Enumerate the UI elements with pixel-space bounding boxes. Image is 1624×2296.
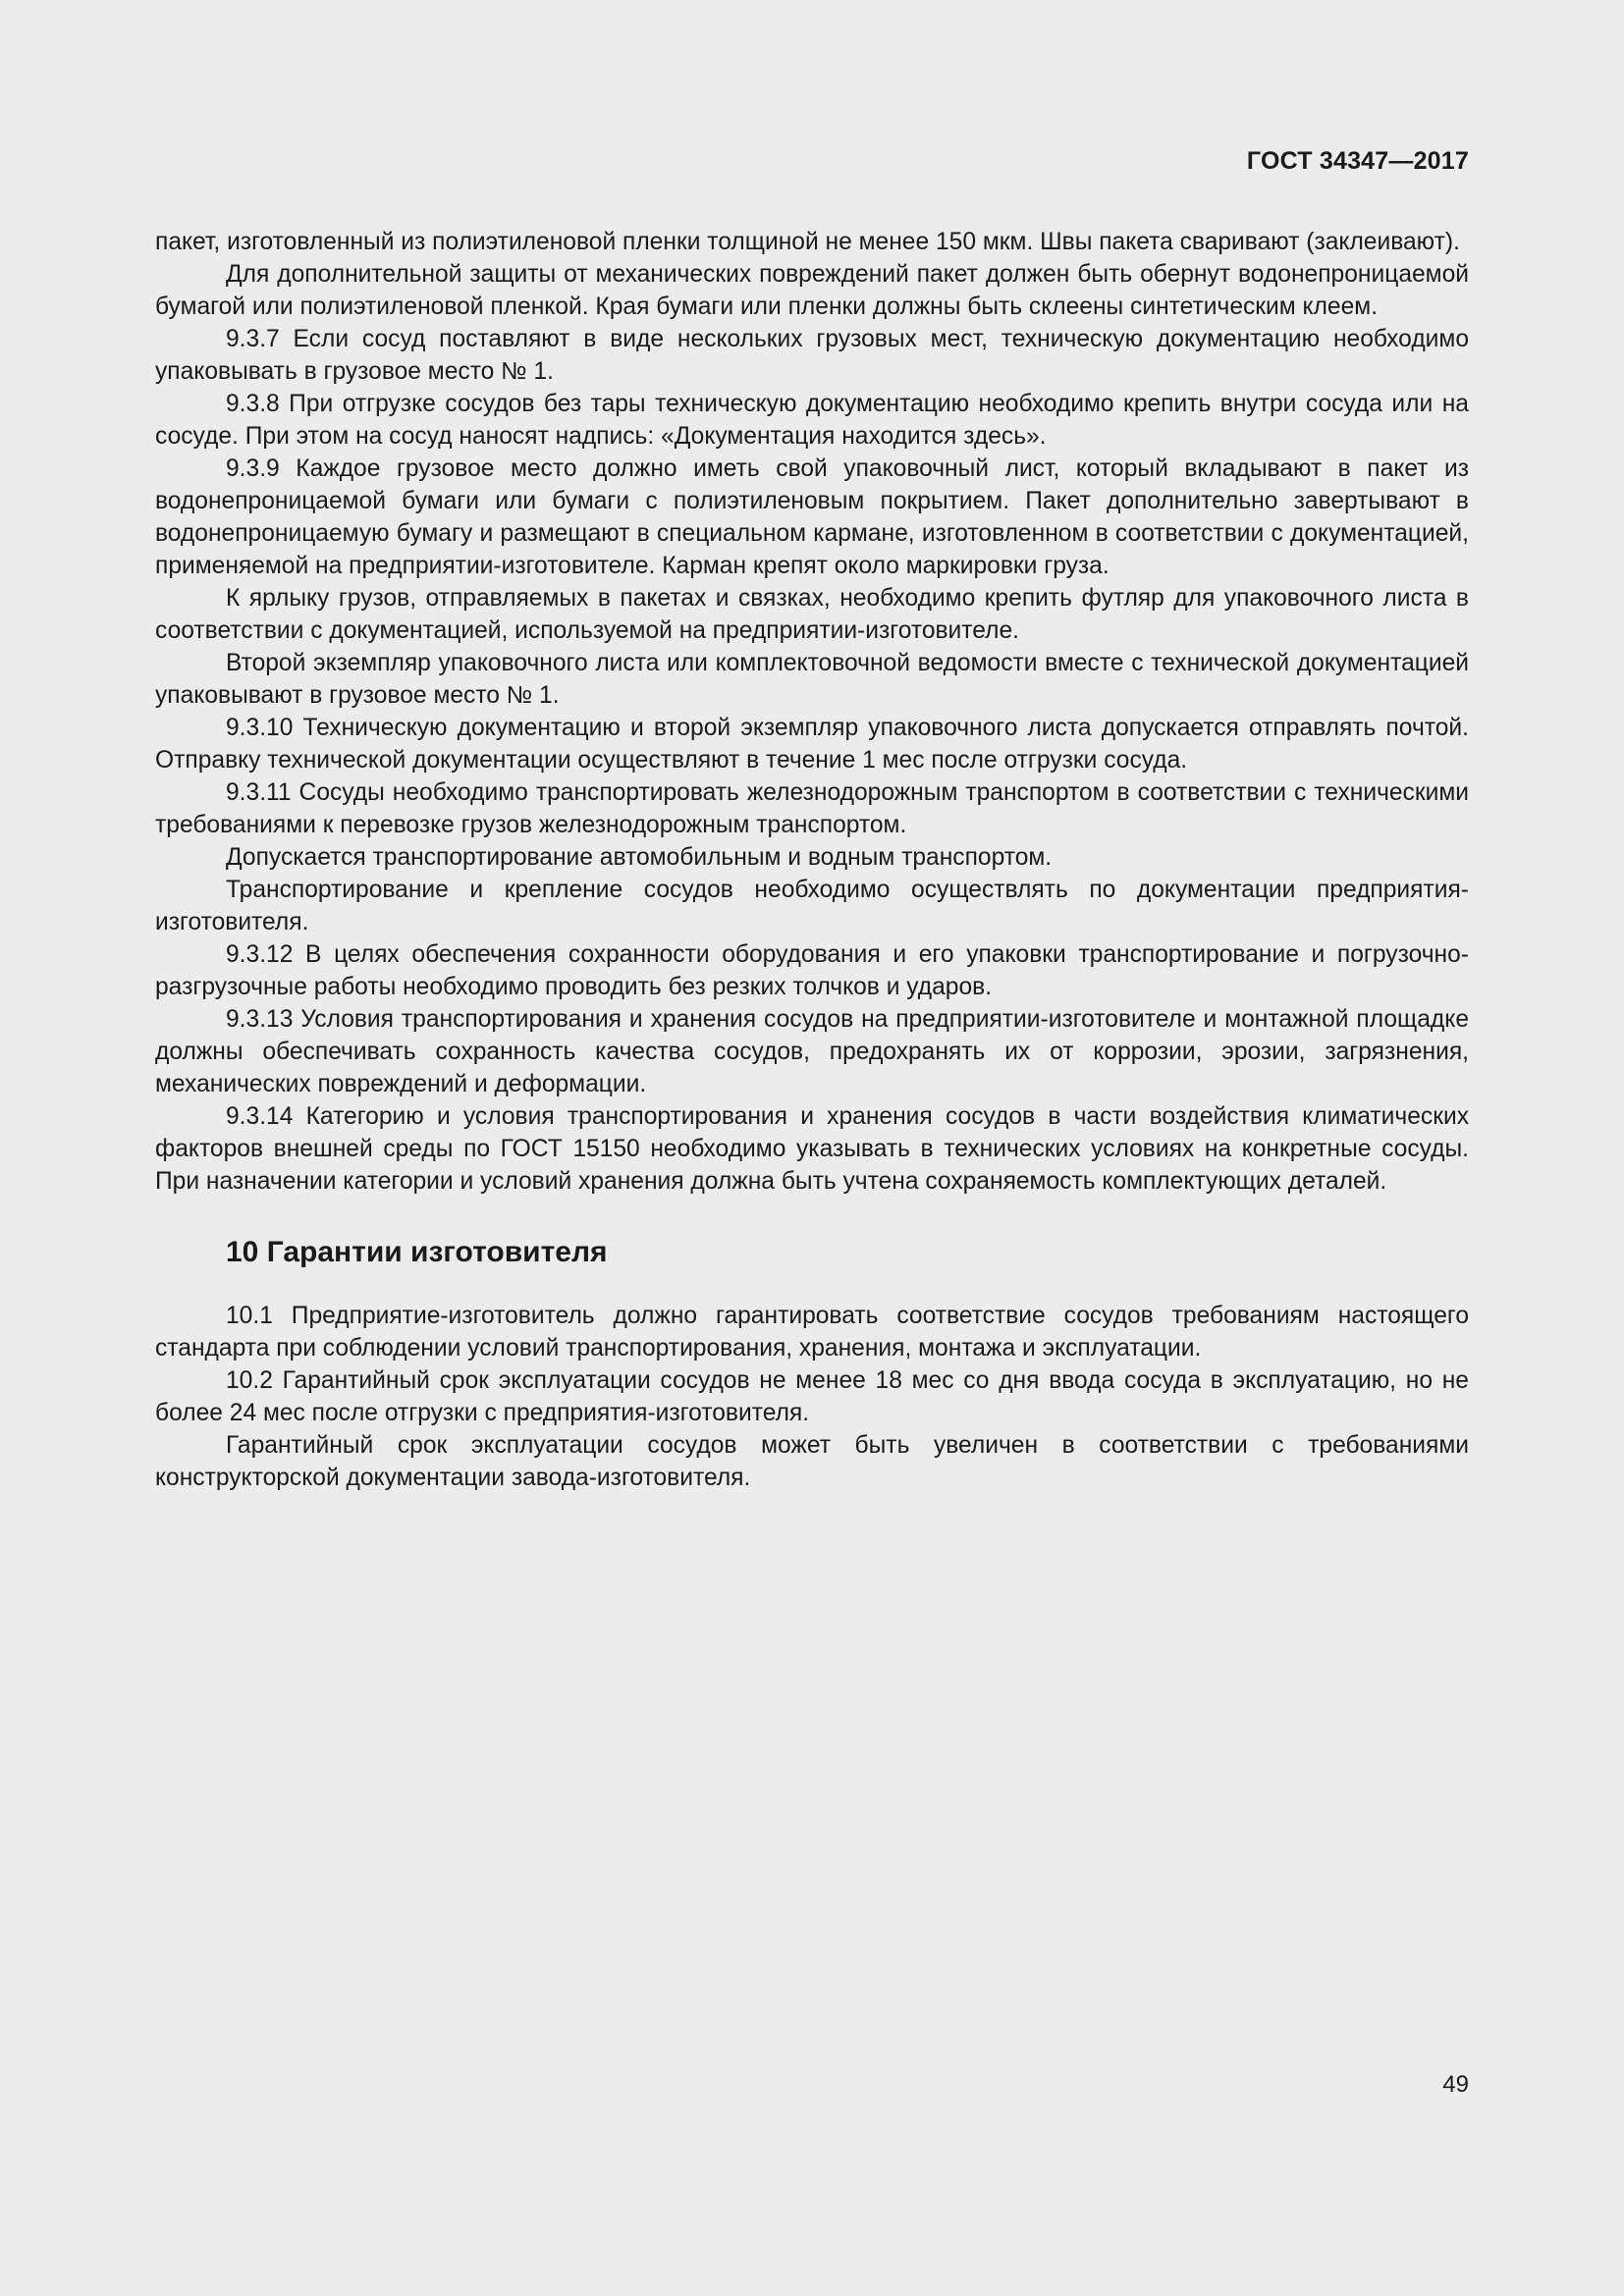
paragraph: 9.3.14 Категорию и условия транспортирования и хранения сосудов в части воздействия климатических факторов внешней среды по ГОСТ 15150 необходимо указывать в технических условиях на конкретные сосуды. При назначении категории и условий хранения должна быть учтена сохраняемость комплектующих деталей. <box>155 1103 1469 1195</box>
paragraph: 9.3.7 Если сосуд поставляют в виде нескольких грузовых мест, техническую документацию необходимо упаковывать в грузовое место № 1. <box>155 326 1469 385</box>
paragraph: 9.3.10 Техническую документацию и второй экземпляр упаковочного листа допускается отправлять почтой. Отправку технической документации осуществляют в течение 1 мес после отгрузки сосуда. <box>155 715 1469 774</box>
paragraph: Для дополнительной защиты от механических повреждений пакет должен быть обернут водонепроницаемой бумагой или полиэтиленовой пленкой. Края бумаги или пленки должны быть склеены синтетическим клеем. <box>155 261 1469 320</box>
paragraph: Гарантийный срок эксплуатации сосудов может быть увеличен в соответствии с требованиями конструкторской документации завода-изготовителя. <box>155 1432 1469 1491</box>
section-10-body <box>155 1300 1469 1494</box>
paragraph: 9.3.9 Каждое грузовое место должно иметь свой упаковочный лист, который вкладывают в пакет из водонепроницаемой бумаги или бумаги с полиэтиленовым покрытием. Пакет дополнительно завертывают в водонепроницаемую бумагу и размещают в специальном кармане, изготовленном в соответствии с документацией, применяемой на предприятии-изготовителе. Карман крепят около маркировки груза. <box>155 455 1469 579</box>
paragraph: пакет, изготовленный из полиэтиленовой пленки толщиной не менее 150 мкм. Швы пакета сваривают (заклеивают). <box>155 229 1460 255</box>
paragraph: 9.3.11 Сосуды необходимо транспортировать железнодорожным транспортом в соответствии с техническими требованиями к перевозке грузов железнодорожным транспортом. <box>155 779 1469 838</box>
section-9-continued <box>155 226 1469 1198</box>
paragraph: Транспортирование и крепление сосудов необходимо осуществлять по документации предприятия-изготовителя. <box>155 877 1469 935</box>
paragraph: К ярлыку грузов, отправляемых в пакетах и связках, необходимо крепить футляр для упаковочного листа в соответствии с документацией, используемой на предприятии-изготовителе. <box>155 585 1469 644</box>
paragraph: Допускается транспортирование автомобильным и водным транспортом. <box>226 844 1053 871</box>
page-number: 49 <box>1442 2071 1469 2098</box>
paragraph: 9.3.13 Условия транспортирования и хранения сосудов на предприятии-изготовителе и монтажной площадке должны обеспечивать сохранность качества сосудов, предохранять их от коррозии, эрозии, загрязнения, механических повреждений и деформации. <box>155 1006 1469 1097</box>
paragraph: 10.2 Гарантийный срок эксплуатации сосудов не менее 18 мес со дня ввода сосуда в эксплуатацию, но не более 24 мес после отгрузки с предприятия-изготовителя. <box>155 1367 1469 1426</box>
document-body <box>155 226 1469 1494</box>
document-header-id: ГОСТ 34347—2017 <box>1246 147 1469 175</box>
paragraph: 9.3.12 В целях обеспечения сохранности оборудования и его упаковки транспортирование и погрузочно-разгрузочные работы необходимо проводить без резких толчков и ударов. <box>155 941 1469 1000</box>
paragraph: 10.1 Предприятие-изготовитель должно гарантировать соответствие сосудов требованиям настоящего стандарта при соблюдении условий транспортирования, хранения, монтажа и эксплуатации. <box>155 1303 1469 1362</box>
paragraph: Второй экземпляр упаковочного листа или комплектовочной ведомости вместе с технической документацией упаковывают в грузовое место № 1. <box>155 650 1469 709</box>
section-title: 10 Гарантии изготовителя <box>226 1236 608 1268</box>
paragraph: 9.3.8 При отгрузке сосудов без тары техническую документацию необходимо крепить внутри сосуда или на сосуде. При этом на сосуд наносят надпись: «Документация находится здесь». <box>155 391 1469 450</box>
